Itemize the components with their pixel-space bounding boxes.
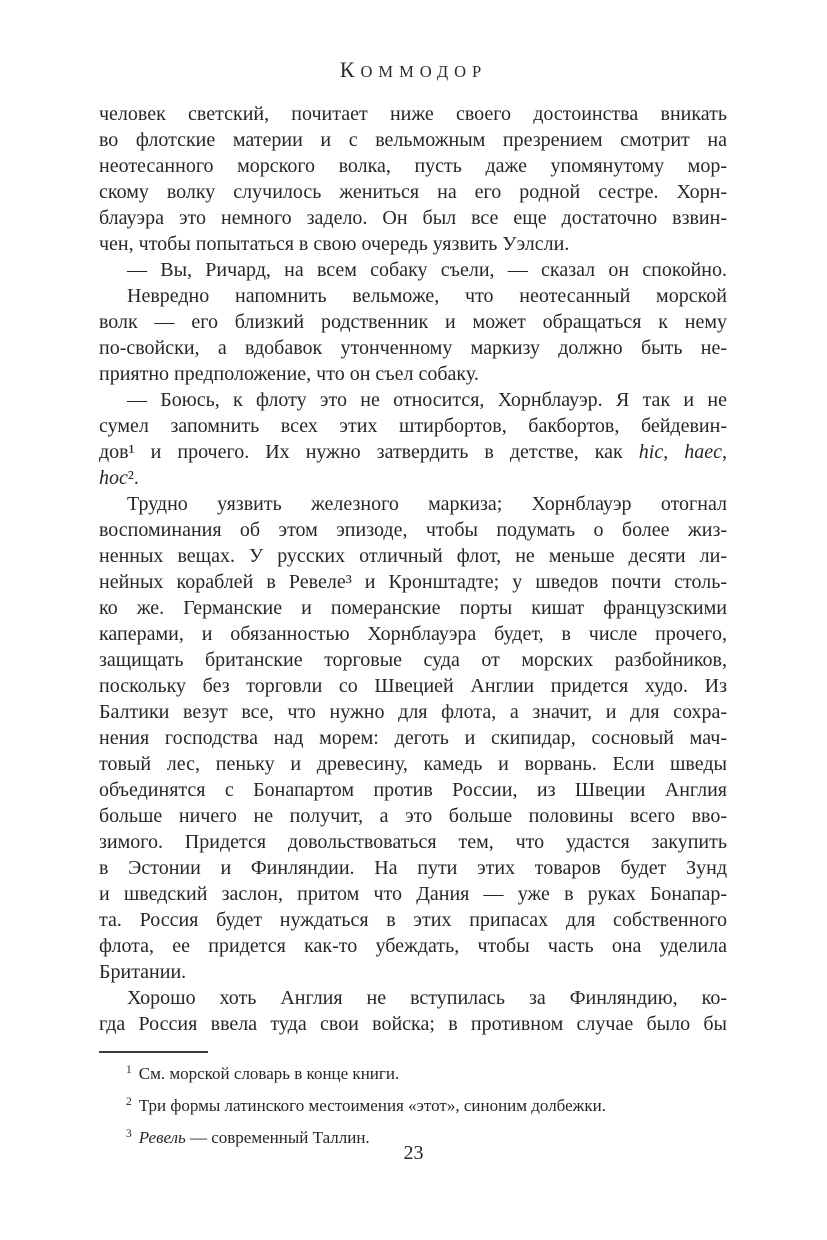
text-line: дов¹ и прочего. Их нужно затвердить в детстве, как hic, haec, [99, 441, 727, 463]
running-header-initial: К [339, 57, 361, 82]
paragraph [99, 257, 727, 283]
text-line: Невредно напомнить вельможе, что неотесанный морской [127, 285, 727, 307]
footnote-divider [99, 1051, 208, 1053]
text-line: флота, ее придется как-то убеждать, чтобы часть она уделила [99, 935, 727, 957]
text-line: гда Россия ввела туда свои войска; в противном случае было бы [99, 1013, 727, 1035]
paragraph [99, 101, 727, 257]
text-line: ненных вещах. У русских отличный флот, не меньше десяти ли- [99, 545, 727, 567]
text-line: неотесанного морского волка, пусть даже упомянутому мор- [99, 155, 727, 177]
text-line: чен, чтобы попытаться в свою очередь уязвить Уэлсли. [99, 233, 570, 255]
text-line: Британии. [99, 961, 187, 983]
text-line: зимого. Придется довольствоваться тем, что удастся закупить [99, 831, 727, 853]
text-line: нейных кораблей в Ревеле³ и Кронштадте; у шведов почти столь- [99, 571, 727, 593]
text-line: Балтики везут все, что нужно для флота, а значит, и для сохра- [99, 701, 727, 723]
footnote [99, 1056, 727, 1088]
text-line: hoc². [99, 467, 139, 489]
text-line: блауэра это немного задело. Он был все еще достаточно взвин- [99, 207, 727, 229]
text-line: больше ничего не получит, а это больше половины всего вво- [99, 805, 727, 827]
footnote-text: Три формы латинского местоимения «этот», синоним долбежки. [138, 1096, 607, 1115]
text-line: — Боюсь, к флоту это не относится, Хорнблауэр. Я так и не [127, 389, 727, 411]
text-line: защищать британские торговые суда от морских разбойников, [99, 649, 727, 671]
footnote-text: Ревель — современный Таллин. [138, 1128, 370, 1147]
footnote-marker: 1 [126, 1064, 132, 1076]
paragraph [99, 283, 727, 387]
paragraph [99, 491, 727, 985]
text-line: ко же. Германские и померанские порты кишат французскими [99, 597, 727, 619]
running-header-rest: ОММОДОР [360, 62, 488, 81]
text-line: каперами, и обязанностью Хорнблауэра будет, в числе прочего, [99, 623, 727, 645]
text-line: — Вы, Ричард, на всем собаку съели, — сказал он спокойно. [127, 259, 727, 281]
text-line: волк — его близкий родственник и может обращаться к нему [99, 311, 727, 333]
text-line: в Эстонии и Финляндии. На пути этих товаров будет Зунд [99, 857, 727, 879]
text-line: Хорошо хоть Англия не вступилась за Финляндию, ко- [127, 987, 727, 1009]
footnote-marker: 3 [126, 1128, 132, 1140]
text-line: та. Россия будет нуждаться в этих припасах для собственного [99, 909, 727, 931]
running-header [0, 57, 827, 83]
text-line: товый лес, пеньку и древесину, камедь и ворвань. Если шведы [99, 753, 727, 775]
text-line: сумел запомнить всех этих штирбортов, бакбортов, бейдевин- [99, 415, 727, 437]
text-line: воспоминания об этом эпизоде, чтобы подумать о более жиз- [99, 519, 727, 541]
footnote-marker: 2 [126, 1096, 132, 1108]
text-line: во флотские материи и с вельможным презрением смотрит на [99, 129, 727, 151]
text-line: объединятся с Бонапартом против России, из Швеции Англия [99, 779, 727, 801]
text-line: по-свойски, а вдобавок утонченному маркизу должно быть не- [99, 337, 727, 359]
text-line: Трудно уязвить железного маркиза; Хорнблауэр отогнал [127, 493, 727, 515]
text-line: человек светский, почитает ниже своего достоинства вникать [99, 103, 727, 125]
text-line: и шведский заслон, притом что Дания — уже в руках Бонапар- [99, 883, 727, 905]
page-number: 23 [403, 1142, 424, 1164]
paragraph [99, 387, 727, 491]
text-line: поскольку без торговли со Швецией Англии придется худо. Из [99, 675, 727, 697]
body-text [99, 101, 727, 1037]
footnotes [99, 1056, 727, 1152]
footnote [99, 1088, 727, 1120]
paragraph [99, 985, 727, 1037]
text-line: скому волку случилось жениться на его родной сестре. Хорн- [99, 181, 727, 203]
text-line: нения господства над морем: деготь и скипидар, сосновый мач- [99, 727, 727, 749]
footnote-text: См. морской словарь в конце книги. [138, 1064, 400, 1083]
text-line: приятно предположение, что он съел собаку. [99, 363, 479, 385]
